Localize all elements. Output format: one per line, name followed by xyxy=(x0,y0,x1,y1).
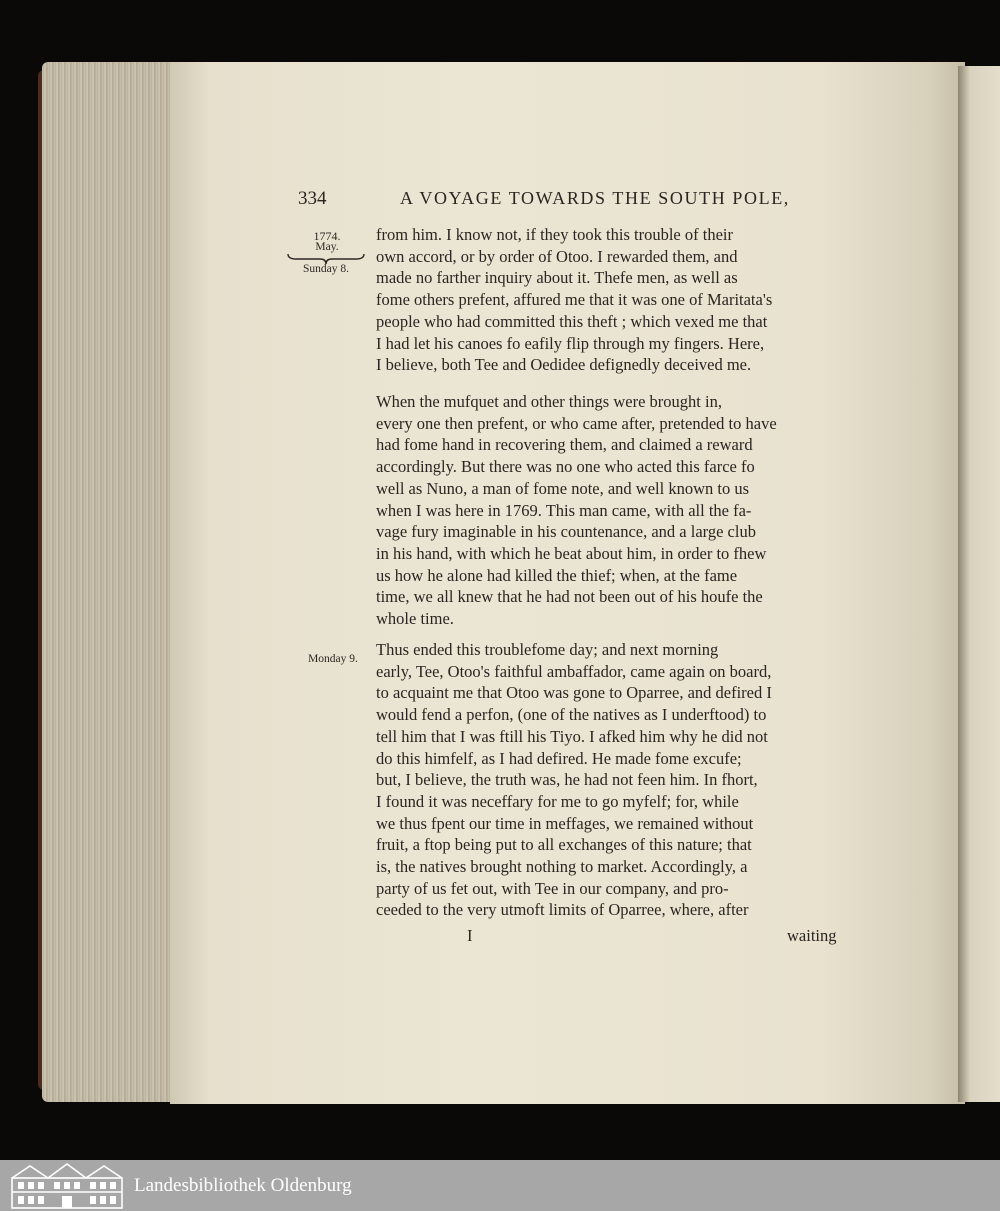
margin-year: 1774. xyxy=(313,229,341,243)
library-building-icon xyxy=(8,1162,126,1210)
page-number: 334 xyxy=(298,188,327,209)
banner-label: Landesbibliothek Oldenburg xyxy=(134,1175,352,1196)
catchword: waiting xyxy=(787,926,837,945)
signature-mark: I xyxy=(467,926,473,945)
page-edges xyxy=(42,62,178,1102)
margin-brace-icon xyxy=(286,243,366,265)
page-header xyxy=(298,188,850,216)
paragraph-1: from him. I know not, if they took this trouble of their own accord, or by order of Otoo. I rewarded them, and made no farther inquiry about it. Thefe men, as well as fome others prefent, affured me that it was one of Maritata's people who had committed this theft ; which vexed me that I had let his canoes fo eafily flip through my fingers. Here, I believe, both Tee and Oedidee defignedly deceived me. xyxy=(376,225,773,375)
margin-day-monday: Monday 9. xyxy=(308,653,358,665)
library-banner xyxy=(0,1160,1000,1211)
paragraph-3: Thus ended this troublefome day; and next morning early, Tee, Otoo's faithful ambaffador, came again on board, to acquaint me that Otoo was gone to Oparree, and defired I would fend a perfon, (one of the natives as I underftood) to tell him that I was ftill his Tiyo. I afked him why he did not do this himfelf, as I had defired. He made fome excufe; but, I believe, the truth was, he had not feen him. In fhort, I found it was neceffary for me to go myfelf; for, while we thus fpent our time in meffages, we remained without fruit, a ftop being put to all exchanges of this nature; that is, the natives brought nothing to market. Accordingly, a party of us fet out, with Tee in our company, and pro- ceeded to the very utmoft limits of Oparree, where, after xyxy=(376,640,772,920)
margin-day-sunday: Sunday 8. xyxy=(303,263,349,275)
facing-page-edge xyxy=(958,66,1000,1102)
margin-month: May. xyxy=(315,241,339,253)
running-head: A VOYAGE TOWARDS THE SOUTH POLE, xyxy=(400,188,790,208)
paragraph-2: When the mufquet and other things were brought in, every one then prefent, or who came after, pretended to have had fome hand in recovering them, and claimed a reward accordingly. But there was no one who acted this farce fo well as Nuno, a man of fome note, and well known to us when I was here in 1769. This man came, with all the fa- vage fury imaginable in his countenance, and a large club in his hand, with which he beat about him, in order to fhew us how he alone had killed the thief; when, at the fame time, we all knew that he had not been out of his houfe the whole time. xyxy=(376,392,777,629)
